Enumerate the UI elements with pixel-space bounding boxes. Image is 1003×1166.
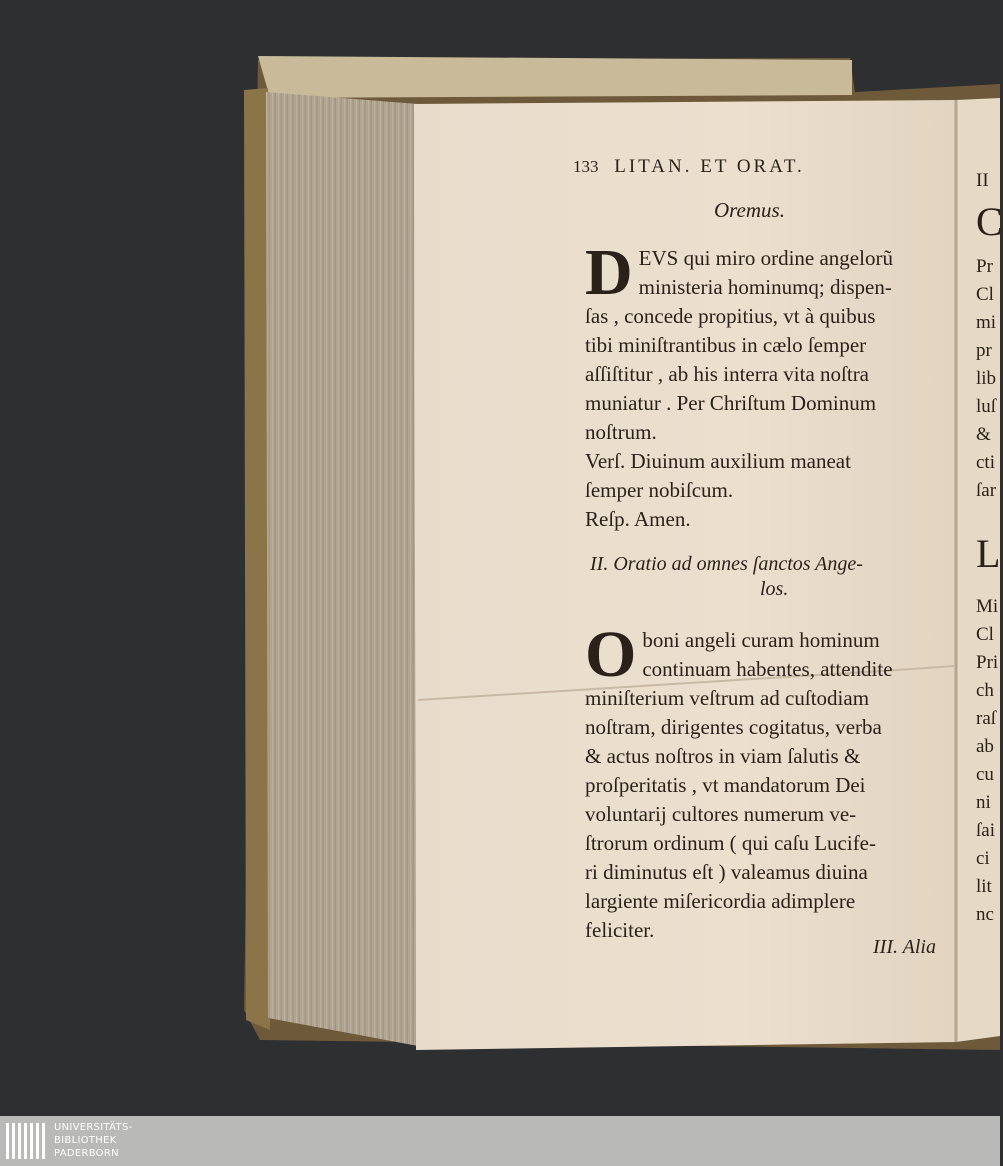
versicle: Verſ. Diuinum auxilium maneat [585, 449, 851, 473]
prayer-2-line: largiente miſericordia adimplere [585, 889, 856, 913]
prayer-2-line: ſtrorum ordinum ( qui caſu Lucife- [585, 831, 876, 855]
right-fragment: ſai [976, 820, 995, 841]
right-fragment: cti [976, 452, 995, 473]
prayer-2-line: feliciter. [585, 918, 655, 942]
prayer-1-line: ministeria hominumq; dispen- [638, 275, 892, 299]
subheading-line-2: los. [760, 578, 789, 600]
library-name-line: PADERBORN [54, 1148, 119, 1159]
prayer-2-line: miniſterium veſtrum ad cuſtodiam [585, 686, 870, 710]
prayer-2-line: & actus noſtros in viam ſalutis & [585, 744, 861, 768]
right-fragment: pr [976, 340, 992, 361]
prayer-1-line: EVS qui miro ordine angelorũ [638, 246, 893, 270]
prayer-2-line: noſtram, dirigentes cogitatus, verba [585, 715, 882, 739]
cover-top-edge [258, 56, 852, 98]
heading-oremus: Oremus. [714, 198, 785, 222]
right-fragment: lit [976, 876, 992, 897]
subheading-line-1: II. Oratio ad omnes ſanctos Ange- [590, 553, 863, 575]
prayer-2-line: proſperitatis , vt mandatorum Dei [585, 773, 866, 797]
right-fragment: & [976, 424, 991, 445]
right-fragment: raſ [976, 708, 997, 729]
prayer-1 [585, 236, 957, 534]
right-fragment: II [976, 170, 989, 191]
library-name-line: BIBLIOTHEK [54, 1135, 117, 1146]
library-logo-icon [6, 1123, 46, 1159]
right-fragment: C [976, 199, 1003, 244]
right-fragment: Pr [976, 256, 993, 277]
right-fragment: ch [976, 680, 994, 701]
dropcap-d: D [585, 236, 633, 309]
prayer-2-line: voluntarij cultores numerum ve- [585, 802, 857, 826]
prayer-2-line: continuam habentes, attendite [642, 657, 893, 681]
right-fragment: L [976, 531, 1001, 576]
right-fragment: ni [976, 792, 991, 813]
left-page-text [418, 104, 954, 1046]
running-head [573, 156, 953, 178]
subheading-oratio [590, 552, 950, 602]
versicle-cont: ſemper nobiſcum. [585, 478, 734, 502]
prayer-2-line: boni angeli curam hominum [642, 628, 880, 652]
prayer-1-line: muniatur . Per Chriſtum Dominum [585, 391, 877, 415]
right-fragment: ſar [976, 480, 997, 501]
page-block-edge [266, 92, 418, 1046]
right-fragment: ci [976, 848, 990, 869]
prayer-1-line: ſas , concede propitius, vt à quibus [585, 304, 876, 328]
footer-bar [0, 1116, 1000, 1166]
right-fragment: mi [976, 312, 997, 333]
right-fragment: luſ [976, 396, 997, 417]
right-fragment: nc [976, 904, 994, 925]
right-fragment: Pri [976, 652, 999, 673]
library-name [54, 1121, 133, 1160]
response: Reſp. Amen. [585, 507, 691, 531]
right-fragment: ab [976, 736, 994, 757]
prayer-1-line: tibi miniſtrantibus in cælo ſemper [585, 333, 867, 357]
right-fragment: Cl [976, 284, 994, 305]
spine-edge [244, 88, 270, 1030]
prayer-2 [585, 618, 957, 945]
catchword: III. Alia [873, 936, 936, 958]
running-title: LITAN. ET ORAT. [614, 156, 805, 177]
dropcap-o: O [585, 618, 637, 691]
right-fragment: Cl [976, 624, 994, 645]
library-name-line: UNIVERSITÄTS- [54, 1122, 133, 1133]
right-fragment: lib [976, 368, 997, 389]
right-fragment: Mi [976, 596, 999, 617]
prayer-2-line: ri diminutus eſt ) valeamus diuina [585, 860, 868, 884]
right-page-fragment [960, 118, 1003, 1038]
page-number: 133 [573, 157, 599, 176]
prayer-1-line: noſtrum. [585, 420, 657, 444]
prayer-1-line: aſſiſtitur , ab his interra vita noſtra [585, 362, 870, 386]
right-fragment: cu [976, 764, 994, 785]
